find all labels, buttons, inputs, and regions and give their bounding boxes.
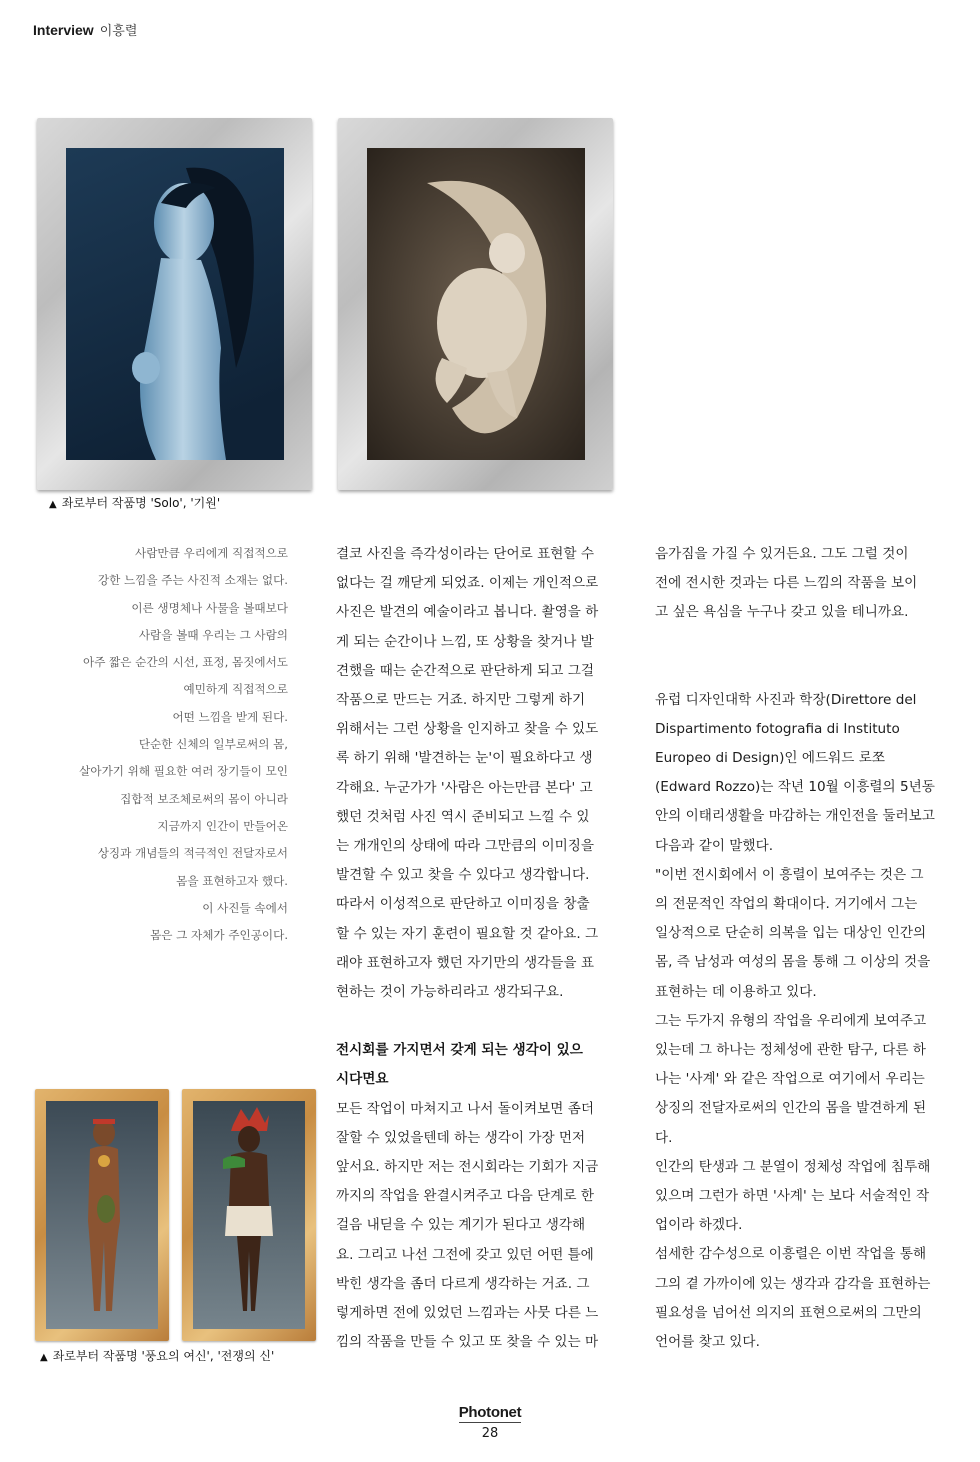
text-line: 작품으로 만드는 거죠. 하지만 그렇게 하기 — [336, 692, 586, 709]
pull-quote-line: 강한 느낌을 주는 사진적 소재는 없다. — [97, 573, 288, 588]
pull-quote-line: 집합적 보조체로써의 몸이 아니라 — [120, 791, 288, 806]
text-line: 사진은 발견의 예술이라고 봅니다. 촬영을 하 — [336, 604, 599, 621]
text-line: 잘할 수 있었을텐데 하는 생각이 가장 먼저 — [336, 1129, 586, 1146]
photo-origin — [367, 148, 585, 460]
text-line: 언어를 찾고 있다. — [655, 1334, 760, 1351]
text-line: 까지의 작업을 완결시켜주고 다음 단계로 한 — [336, 1188, 594, 1205]
pull-quote-line: 아주 짧은 순간의 시선, 표정, 몸짓에서도 — [83, 655, 288, 670]
text-line: "이번 전시회에서 이 흥렬이 보여주는 것은 그 — [655, 866, 924, 883]
pull-quote — [30, 540, 288, 949]
photo-solo — [66, 148, 284, 460]
text-line: 견했을 때는 순간적으로 판단하게 되고 그걸 — [336, 662, 594, 679]
text-line: 전에 전시한 것과는 다른 느낌의 작품을 보이 — [655, 575, 918, 592]
pull-quote-line: 몸을 표현하고자 했다. — [176, 873, 288, 888]
text-line: 위해서는 그런 상황을 인지하고 찾을 수 있도 — [336, 721, 599, 738]
text-line: 상징의 전달자로써의 인간의 몸을 발견하게 된 — [655, 1100, 927, 1117]
text-line: (Edward Rozzo)는 작년 10월 이흥렬의 5년동 — [655, 779, 935, 796]
pull-quote-line: 이 사진들 속에서 — [202, 900, 288, 915]
text-line: 앞서요. 하지만 저는 전시회라는 기회가 지금 — [336, 1159, 599, 1176]
text-line: 현하는 것이 가능하리라고 생각되구요. — [336, 984, 564, 1001]
caption-text: 좌로부터 작품명 '풍요의 여신', '전쟁의 신' — [52, 1349, 275, 1363]
caption-marker: ▲ — [40, 1352, 48, 1363]
text-line: 낌의 작품을 만들 수 있고 또 찾을 수 있는 마 — [336, 1334, 599, 1351]
body-column-right — [655, 540, 950, 1357]
text-line: 음가짐을 가질 수 있거든요. 그도 그럴 것이 — [655, 546, 909, 562]
photo-frame-origin — [338, 118, 613, 490]
text-line: 의 전문적인 작업의 확대이다. 거기에서 그는 — [655, 896, 918, 913]
text-line: 나는 '사계' 와 같은 작업으로 여기에서 우리는 — [655, 1071, 925, 1088]
body-paragraph — [336, 1095, 636, 1358]
photo-god-of-war — [193, 1101, 305, 1329]
caption-marker: ▲ — [49, 499, 57, 510]
pull-quote-line: 사람을 볼때 우리는 그 사람의 — [138, 627, 288, 642]
body-paragraph — [655, 686, 950, 1358]
text-line: 다음과 같이 말했다. — [655, 837, 774, 854]
caption-top — [49, 494, 220, 511]
text-line: 고 싶은 욕심을 누구나 갖고 있을 테니까요. — [655, 604, 909, 621]
pull-quote-line: 예민하게 직접적으로 — [183, 682, 288, 697]
magazine-logo: Photonet — [458, 1404, 522, 1421]
question-line: 전시회를 가지면서 갖게 되는 생각이 있으 — [336, 1042, 583, 1059]
page-header — [33, 20, 137, 39]
text-line: 인간의 탄생과 그 분열이 정체성 작업에 침투해 — [655, 1158, 931, 1175]
text-line: 요. 그리고 나선 그전에 갖고 있던 어떤 틀에 — [336, 1246, 594, 1263]
pull-quote-line: 상징과 개념들의 적극적인 전달자로서 — [97, 846, 288, 861]
pull-quote-line: 지금까지 인간이 만들어온 — [157, 818, 288, 833]
text-line: 발견할 수 있고 찾을 수 있다고 생각합니다. — [336, 867, 590, 884]
text-line: 박힌 생각을 좀더 다르게 생각하는 거죠. 그 — [336, 1275, 590, 1292]
text-line: 는 개개인의 상태에 따라 그만큼의 이미징을 — [336, 838, 594, 855]
text-line: 업이라 하겠다. — [655, 1217, 743, 1234]
caption-text: 좌로부터 작품명 'Solo', '기원' — [61, 496, 221, 510]
photo-frame-goddess — [35, 1089, 169, 1341]
page-number: 28 — [481, 1426, 499, 1441]
photo-frame-war-god — [182, 1089, 316, 1341]
text-line: Europeo di Design)인 에드워드 로쪼 — [655, 750, 885, 767]
text-line: 일상적으로 단순히 의복을 입는 대상인 인간의 — [655, 925, 927, 942]
text-line: 있는데 그 하나는 정체성에 관한 탐구, 다른 하 — [655, 1042, 926, 1059]
text-line: 각해요. 누군가가 '사람은 아는만큼 본다' 고 — [336, 779, 593, 796]
pull-quote-line: 사람만큼 우리에게 직접적으로 — [135, 546, 288, 560]
text-line: 따라서 이성적으로 판단하고 이미징을 창출 — [336, 896, 590, 913]
body-column-middle — [336, 540, 636, 1357]
photo-goddess-of-abundance — [46, 1101, 158, 1329]
text-line: 다. — [655, 1129, 673, 1146]
text-line: 표현하는 데 이용하고 있다. — [655, 983, 817, 1000]
text-line: 걸음 내딛을 수 있는 계기가 된다고 생각해 — [336, 1217, 586, 1234]
text-line: 몸, 즉 남성과 여성의 몸을 통해 그 이상의 것을 — [655, 954, 931, 971]
text-line: 그의 곁 가까이에 있는 생각과 감각을 표현하는 — [655, 1275, 931, 1292]
text-line: 렇게하면 전에 있었던 느낌과는 사뭇 다른 느 — [336, 1305, 599, 1322]
section-label: Interview — [33, 22, 94, 38]
text-line: 결코 사진을 즉각성이라는 단어로 표현할 수 — [336, 546, 594, 562]
text-line: 유럽 디자인대학 사진과 학장(Direttore del — [655, 691, 917, 708]
text-line: 할 수 있는 자기 훈련이 필요할 것 같아요. 그 — [336, 925, 599, 942]
text-line: 모든 작업이 마쳐지고 나서 돌이켜보면 좀더 — [336, 1100, 594, 1117]
text-line: 필요성을 넘어선 의지의 표현으로써의 그만의 — [655, 1304, 922, 1321]
text-line: 섬세한 감수성으로 이흥렬은 이번 작업을 통해 — [655, 1246, 927, 1263]
body-paragraph — [655, 540, 950, 628]
text-line: 게 되는 순간이나 느낌, 또 상황을 찾거나 발 — [336, 633, 594, 650]
question-line: 시다면요 — [336, 1071, 389, 1088]
text-line: 했던 것처럼 사진 역시 준비되고 느낄 수 있 — [336, 808, 590, 825]
text-line: 없다는 걸 깨닫게 되었죠. 이제는 개인적으로 — [336, 575, 599, 592]
interview-question — [336, 1036, 636, 1094]
text-line: Dispartimento fotografia di Instituto — [655, 720, 900, 737]
caption-bottom — [40, 1347, 274, 1364]
pull-quote-line: 살아가기 위해 필요한 여러 장기들이 모인 — [79, 764, 288, 779]
interviewee-name: 이흥렬 — [99, 24, 138, 39]
text-line: 그는 두가지 유형의 작업을 우리에게 보여주고 — [655, 1012, 927, 1029]
pull-quote-line: 단순한 신체의 일부로써의 몸, — [138, 737, 288, 752]
text-line: 안의 이태리생활을 마감하는 개인전을 둘러보고 — [655, 808, 935, 825]
pull-quote-line: 몸은 그 자체가 주인공이다. — [150, 928, 288, 943]
pull-quote-line: 이른 생명체나 사물을 볼때보다 — [131, 600, 288, 615]
text-line: 있으며 그런가 하면 '사계' 는 보다 서술적인 작 — [655, 1188, 930, 1205]
footer-divider — [459, 1422, 521, 1423]
pull-quote-line: 어떤 느낌을 받게 된다. — [172, 709, 288, 724]
text-line: 록 하기 위해 '발견하는 눈'이 필요하다고 생 — [336, 750, 593, 767]
photo-frame-solo — [37, 118, 312, 490]
text-line: 래야 표현하고자 했던 자기만의 생각들을 표 — [336, 954, 594, 971]
body-paragraph — [336, 540, 636, 1007]
